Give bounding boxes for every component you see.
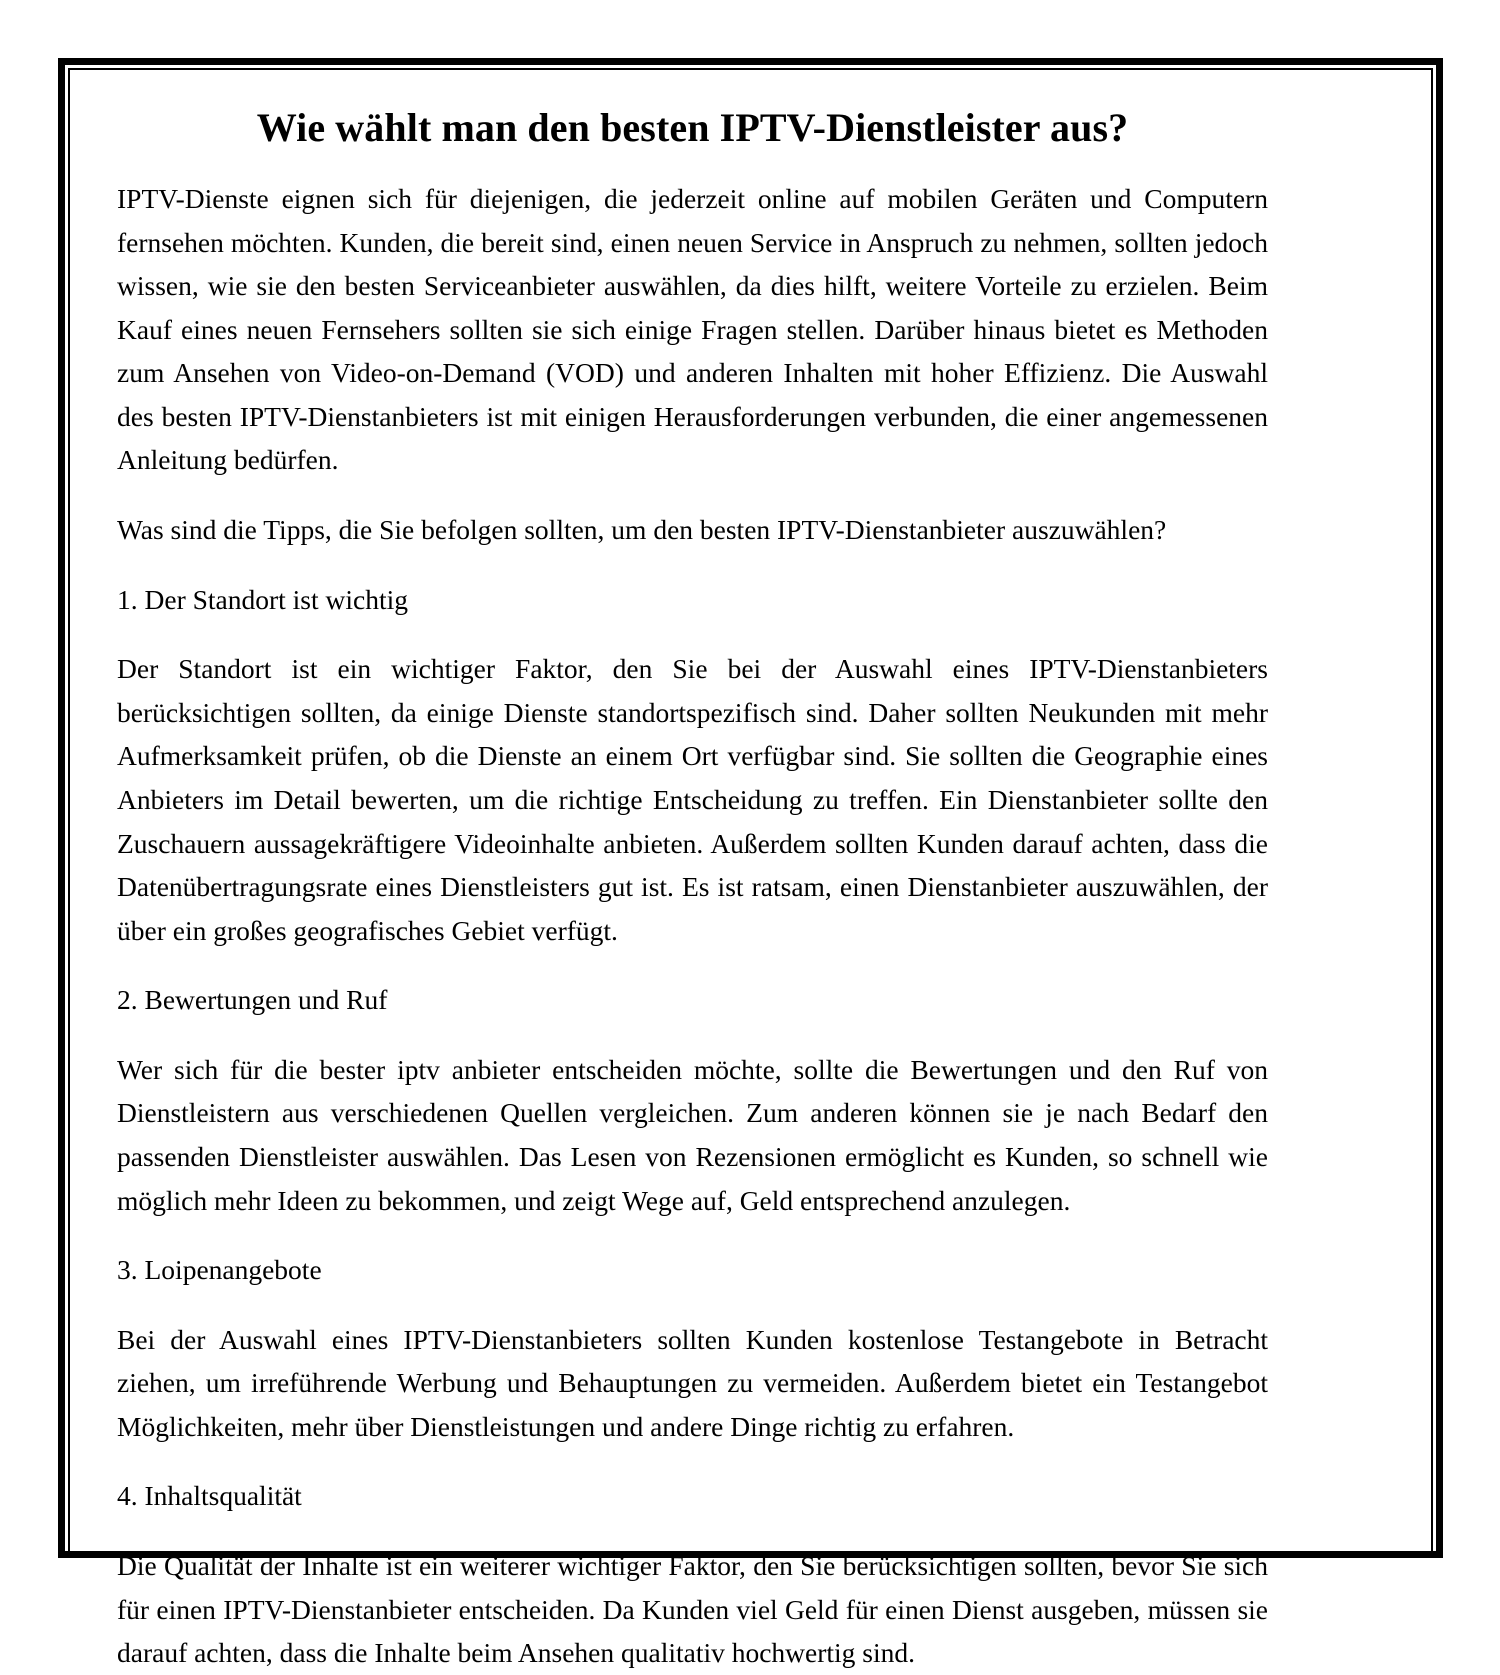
- section-heading: 2. Bewertungen und Ruf: [117, 984, 388, 1016]
- body-paragraph: Wer sich für die bester iptv anbieter entscheiden möchte, sollte die Bewertungen und den Ruf von Dienstleistern aus verschiedenen Quellen vergleichen. Zum anderen können sie je nach Bedarf den passenden Dienstleister auswählen. Das Lesen von Rezensionen ermöglicht es Kunden, so schnell wie möglich mehr Ideen zu bekommen, und zeigt Wege auf, Geld entsprechend anzulegen.: [117, 1053, 1268, 1216]
- section-heading: 1. Der Standort ist wichtig: [117, 583, 409, 615]
- document-body: [117, 177, 1268, 1675]
- body-paragraph: IPTV-Dienste eignen sich für diejenigen, die jederzeit online auf mobilen Geräten und Computern fernsehen möchten. Kunden, die bereit sind, einen neuen Service in Anspruch zu nehmen, sollten jedoch wissen, wie sie den besten Serviceanbieter auswählen, da dies hilft, weitere Vorteile zu erzielen. Beim Kauf eines neuen Fernsehers sollten sie sich einige Fragen stellen. Darüber hinaus bietet es Methoden zum Ansehen von Video-on-Demand (VOD) und anderen Inhalten mit hoher Effizienz. Die Auswahl des besten IPTV-Dienstanbieters ist mit einigen Herausforderungen verbunden, die einer angemessenen Anleitung bedürfen.: [117, 183, 1268, 476]
- body-paragraph: Der Standort ist ein wichtiger Faktor, den Sie bei der Auswahl eines IPTV-Dienstanbieters berücksichtigen sollten, da einige Dienste standortspezifisch sind. Daher sollten Neukunden mit mehr Aufmerksamkeit prüfen, ob die Dienste an einem Ort verfügbar sind. Sie sollten die Geographie eines Anbieters im Detail bewerten, um die richtige Entscheidung zu treffen. Ein Dienstanbieter sollte den Zuschauern aussagekräftigere Videoinhalte anbieten. Außerdem sollten Kunden darauf achten, dass die Datenübertragungsrate eines Dienstleisters gut ist. Es ist ratsam, einen Dienstanbieter auszuwählen, der über ein großes geografisches Gebiet verfügt.: [117, 653, 1268, 946]
- lead-question: Was sind die Tipps, die Sie befolgen sollten, um den besten IPTV-Dienstanbieter auszuwählen?: [117, 514, 1167, 546]
- body-paragraph: Die Qualität der Inhalte ist ein weiterer wichtiger Faktor, den Sie berücksichtigen sollten, bevor Sie sich für einen IPTV-Dienstanbieter entscheiden. Da Kunden viel Geld für einen Dienst ausgeben, müssen sie darauf achten, dass die Inhalte beim Ansehen qualitativ hochwertig sind.: [117, 1550, 1268, 1669]
- document-content: [117, 105, 1268, 1675]
- section-heading: 4. Inhaltsqualität: [117, 1480, 302, 1512]
- page-title: Wie wählt man den besten IPTV-Dienstleister aus?: [256, 105, 1129, 150]
- body-paragraph: Bei der Auswahl eines IPTV-Dienstanbieters sollten Kunden kostenlose Testangebote in Betracht ziehen, um irreführende Werbung und Behauptungen zu vermeiden. Außerdem bietet ein Testangebot Möglichkeiten, mehr über Dienstleistungen und andere Dinge richtig zu erfahren.: [117, 1323, 1268, 1442]
- section-heading: 3. Loipenangebote: [117, 1254, 322, 1286]
